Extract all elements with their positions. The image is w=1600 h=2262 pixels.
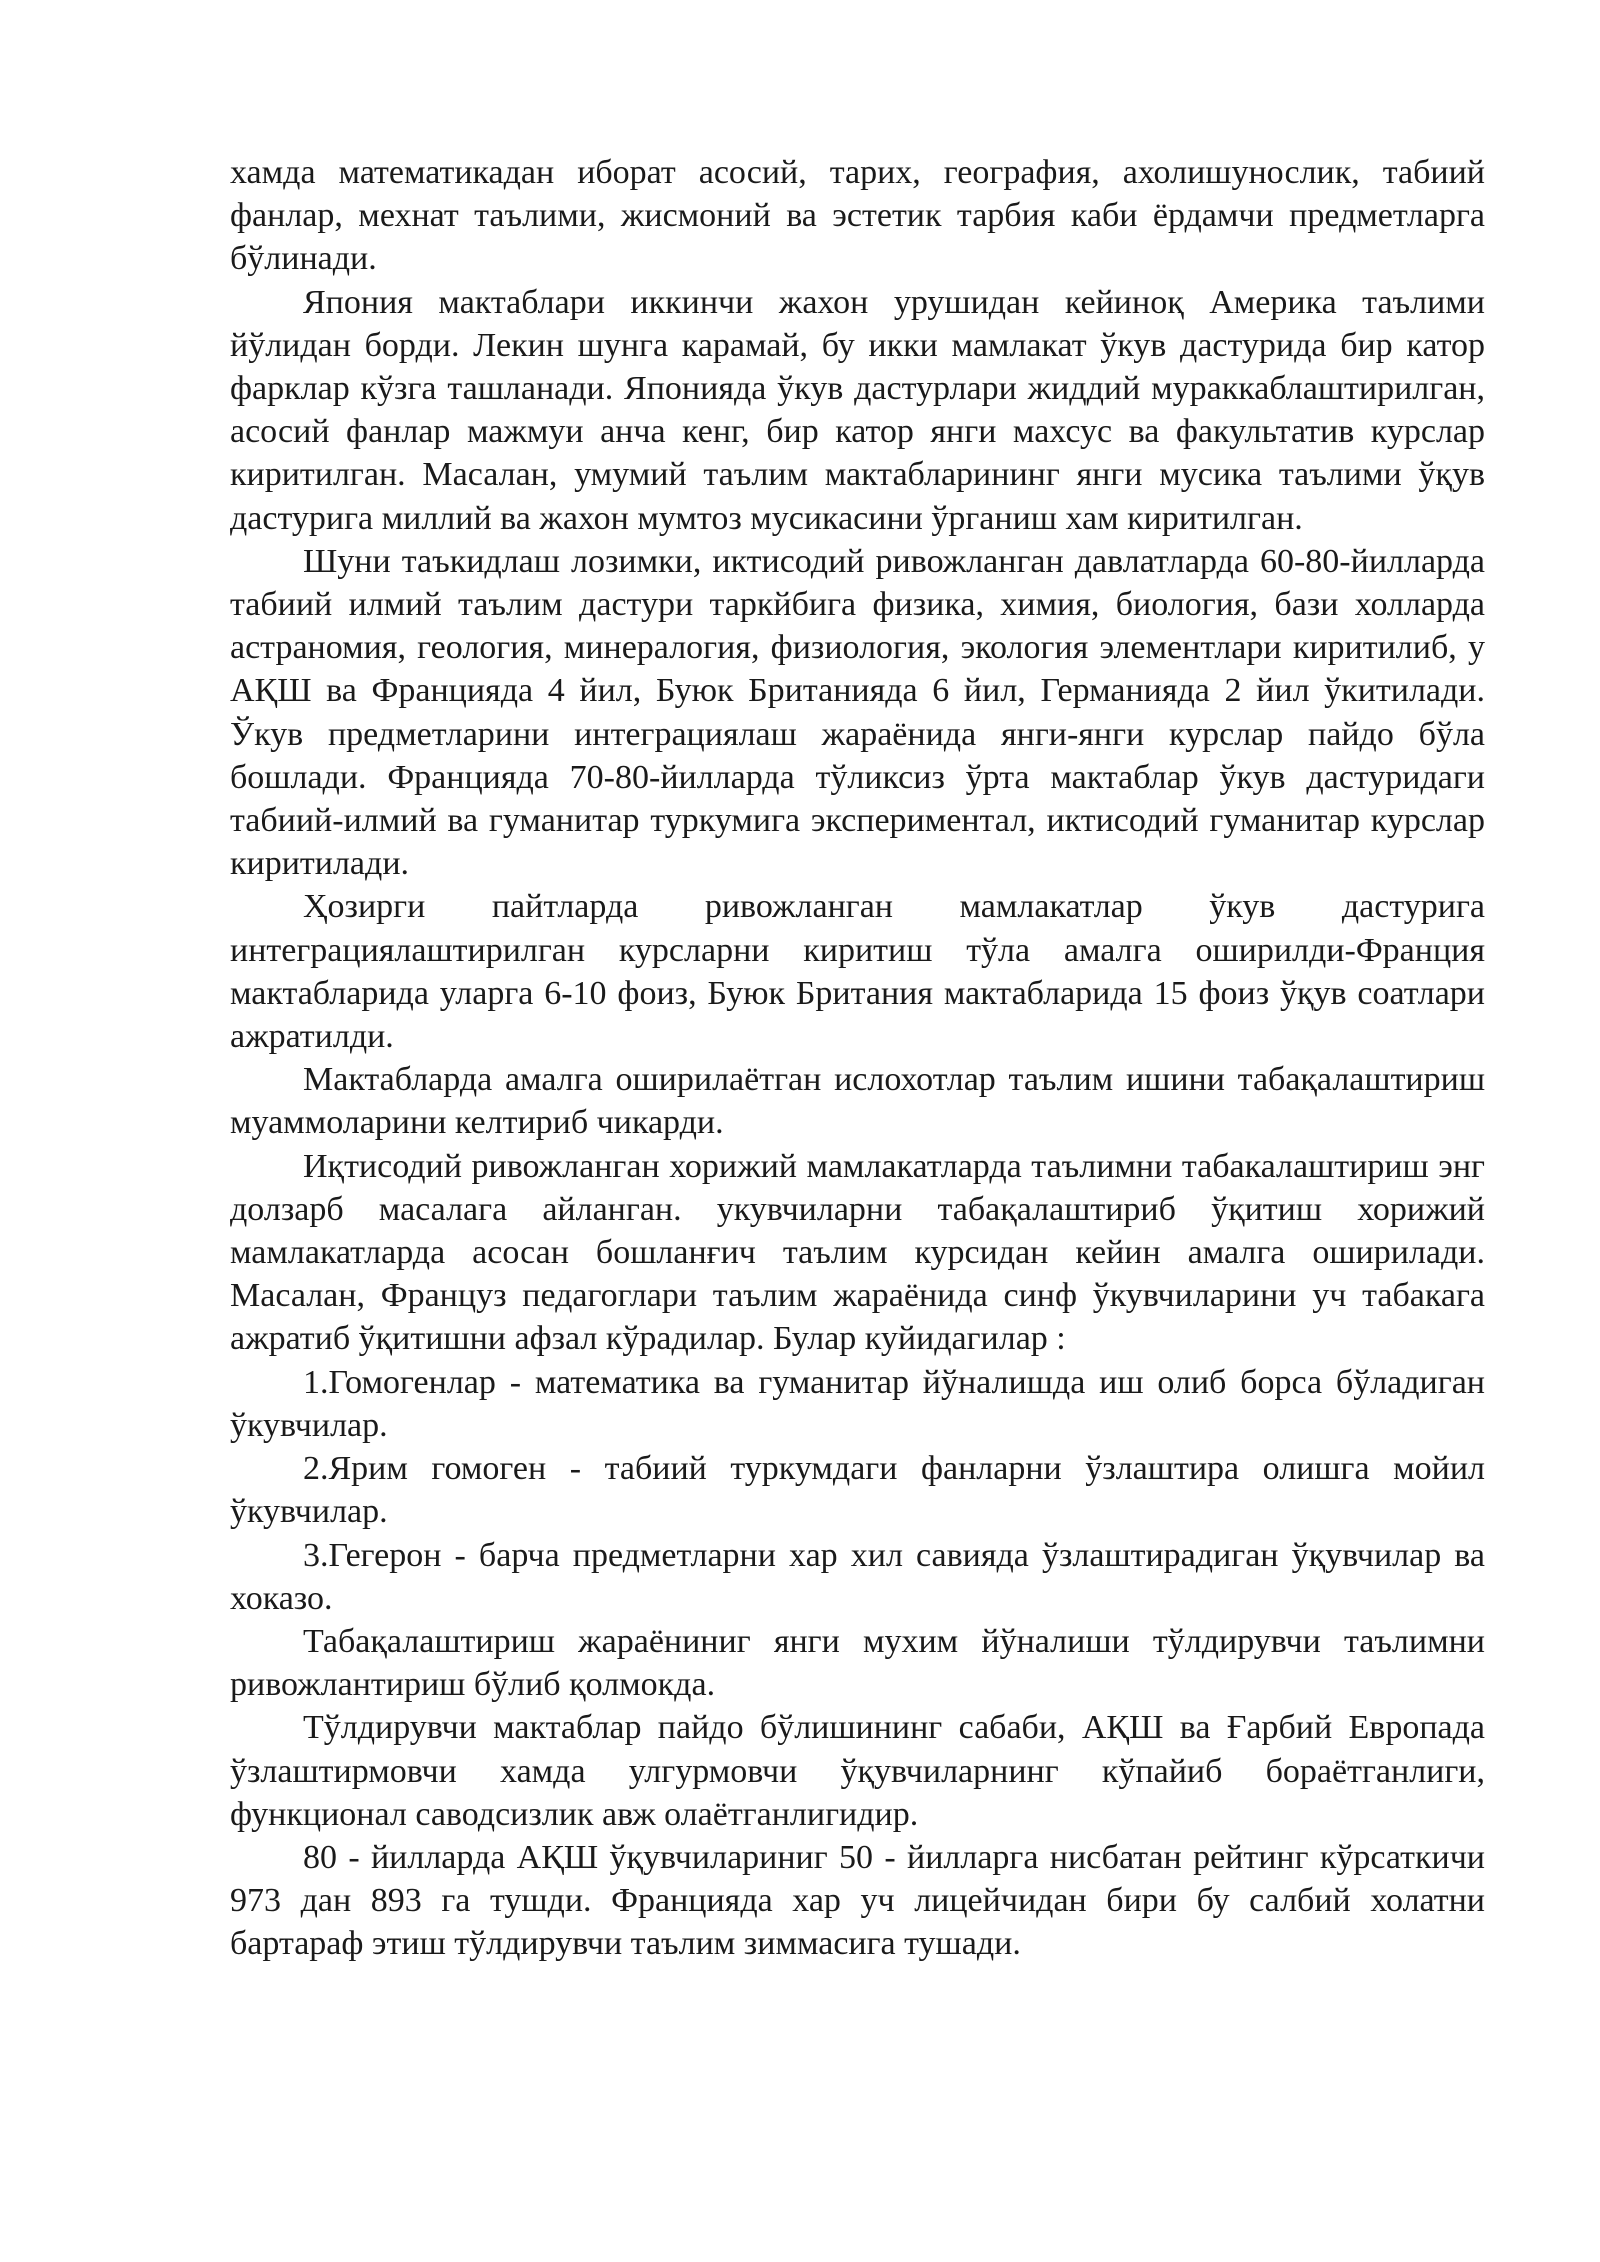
document-page	[230, 151, 1485, 1966]
paragraph-continuation: хамда математикадан иборат асосий, тарих, география, ахолишунослик, табиий фанлар, мехнат таълими, жисмоний ва эстетик тарбия каби ёрдамчи предметларга бўлинади.	[230, 154, 1485, 278]
list-item-heterogeneous: 3.Гегерон - барча предметларни хар хил савияда ўзлаштирадиган ўқувчилар ва хоказо.	[230, 1536, 1485, 1617]
paragraph-supplementary-schools: Тўлдирувчи мактаблар пайдо бўлишининг сабаби, АҚШ ва Ғарбий Европада ўзлаштирмовчи хамда улгурмовчи ўқувчиларнинг кўпайиб бораётганлиги, функционал саводсизлик авж олаётганлигидир.	[230, 1709, 1485, 1833]
paragraph-japan-schools: Япония мактаблари иккинчи жахон урушидан кейиноқ Америка таълими йўлидан борди. Лекин шунга карамай, бу икки мамлакат ўкув дастурида бир катор фарклар кўзга ташланади. Японияда ўкув дастурлари жиддий мураккаблаштирилган, асосий фанлар мажмуи анча кенг, бир катор янги махсус ва факультатив курслар киритилган. Масалан, умумий таълим мактабларининг янги мусика таълими ўқув дастурига миллий ва жахон мумтоз мусикасини ўрганиш хам киритилган.	[230, 283, 1485, 537]
paragraph-usa-rating: 80 - йилларда АҚШ ўқувчилариниг 50 - йилларга нисбатан рейтинг кўрсаткичи 973 дан 893 га тушди. Францияда хар уч лицейчидан бири бу салбий холатни бартараф этиш тўлдирувчи таълим зиммасига тушади.	[230, 1838, 1485, 1963]
paragraph-reforms: Мактабларда амалга оширилаётган ислохотлар таълим ишини табақалаштириш муаммоларини келтириб чикарди.	[230, 1061, 1485, 1142]
paragraph-science-curriculum: Шуни таъкидлаш лозимки, иктисодий ривожланган давлатларда 60-80-йилларда табиий илмий таълим дастури таркйбига физика, химия, биология, бази холларда астраномия, геология, минералогия, физиология, экология элементлари киритилиб, у АҚШ ва Францияда 4 йил, Буюк Британияда 6 йил, Германияда 2 йил ўкитилади. Ўкув предметларини интеграциялаш жараёнида янги-янги курслар пайдо бўла бошлади. Францияда 70-80-йилларда тўликсиз ўрта мактаблар ўкув дастуридаги табиий-илмий ва гуманитар туркумига экспериментал, иктисодий гуманитар курслар киритилади.	[230, 542, 1485, 883]
paragraph-differentiation: Иқтисодий ривожланган хорижий мамлакатларда таълимни табакалаштириш энг долзарб масалага айланган. укувчиларни табақалаштириб ўқитиш хорижий мамлакатларда асосан бошланғич таълим курсидан кейин амалга оширилади. Масалан, Француз педагоглари таълим жараёнида синф ўкувчиларини уч табакага ажратиб ўқитишни афзал кўрадилар. Булар куйидагилар :	[230, 1147, 1485, 1358]
paragraph-integrated-courses: Ҳозирги пайтларда ривожланган мамлакатлар ўкув дастурига интеграциялаштирилган курсларни киритиш тўла амалга оширилди-Франция мактабларида уларга 6-10 фоиз, Буюк Британия мактабларида 15 фоиз ўқув соатлари ажратилди.	[230, 888, 1485, 1056]
list-item-semi-homogeneous: 2.Ярим гомоген - табиий туркумдаги фанларни ўзлаштира олишга мойил ўкувчилар.	[230, 1450, 1485, 1531]
paragraph-supplementary-education: Табақалаштириш жараёниниг янги мухим йўналиши тўлдирувчи таълимни ривожлантириш бўлиб қолмокда.	[230, 1622, 1485, 1704]
list-item-homogeneous: 1.Гомогенлар - математика ва гуманитар йўналишда иш олиб борса бўладиган ўкувчилар.	[230, 1363, 1485, 1444]
